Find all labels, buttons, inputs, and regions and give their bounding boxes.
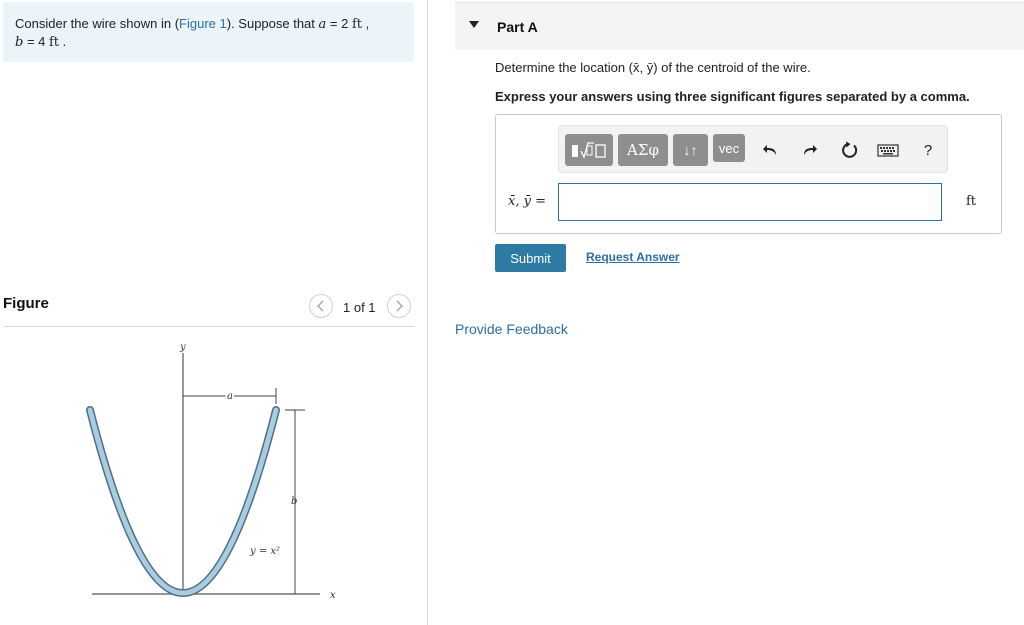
provide-feedback-link[interactable]: Provide Feedback [455, 321, 568, 337]
templates-button[interactable] [565, 134, 613, 166]
figure-header [3, 293, 414, 327]
problem-text-end: . [59, 34, 67, 49]
radical-template-icon [570, 140, 608, 160]
figure-pager-text: 1 of 1 [343, 300, 376, 315]
dimension-b-label: b [291, 496, 298, 507]
undo-icon [762, 143, 778, 157]
curve-equation-label: y = x² [250, 546, 281, 557]
dimension-a-label: a [227, 391, 233, 402]
variable-a: a [318, 17, 327, 32]
redo-button[interactable] [797, 138, 823, 162]
part-a-header[interactable] [455, 2, 1024, 50]
answer-panel [495, 114, 1002, 234]
redo-icon [802, 143, 818, 157]
part-label: Part A [497, 19, 538, 35]
wire-figure [80, 338, 380, 608]
reset-button[interactable] [837, 138, 863, 162]
help-button[interactable]: ? [923, 141, 933, 159]
keyboard-button[interactable] [875, 138, 901, 162]
chevron-left-icon [316, 300, 326, 312]
request-answer-link[interactable]: Request Answer [586, 250, 680, 264]
value-b: = 4 [23, 34, 49, 49]
next-figure-button[interactable] [387, 294, 411, 318]
column-divider [427, 0, 428, 625]
problem-text-prefix: Consider the wire shown in ( [15, 16, 180, 31]
previous-figure-button[interactable] [309, 294, 333, 318]
question-text: Determine the location (x̄, ȳ) of the centroid of the wire. [495, 60, 811, 75]
y-axis-label: y [180, 342, 186, 353]
unit-b: ft [49, 35, 60, 50]
figure-link[interactable]: Figure 1 [179, 16, 227, 31]
problem-statement [3, 2, 414, 62]
chevron-right-icon [394, 300, 404, 312]
instructions-text: Express your answers using three significant figures separated by a comma. [495, 89, 970, 104]
keyboard-icon [877, 143, 899, 157]
math-toolbar [558, 125, 948, 173]
x-axis-label: x [330, 590, 336, 601]
answer-input[interactable] [558, 183, 942, 221]
separator: , [362, 16, 370, 31]
variable-b: b [15, 35, 24, 50]
answer-label: x̄, ȳ = [508, 194, 546, 209]
figure-title: Figure [3, 295, 49, 312]
reset-icon [841, 141, 859, 159]
unit-a: ft [351, 17, 362, 32]
undo-button[interactable] [757, 138, 783, 162]
greek-symbols-button[interactable]: ΑΣφ [618, 134, 668, 166]
answer-unit: ft [966, 194, 977, 209]
subscript-superscript-button[interactable]: ↓↑ [673, 134, 708, 166]
vector-button[interactable]: vec [713, 134, 745, 162]
submit-button[interactable]: Submit [495, 244, 566, 272]
collapse-caret-icon[interactable] [469, 21, 479, 28]
problem-text-middle: ). Suppose that [226, 16, 319, 31]
value-a: = 2 [326, 16, 352, 31]
